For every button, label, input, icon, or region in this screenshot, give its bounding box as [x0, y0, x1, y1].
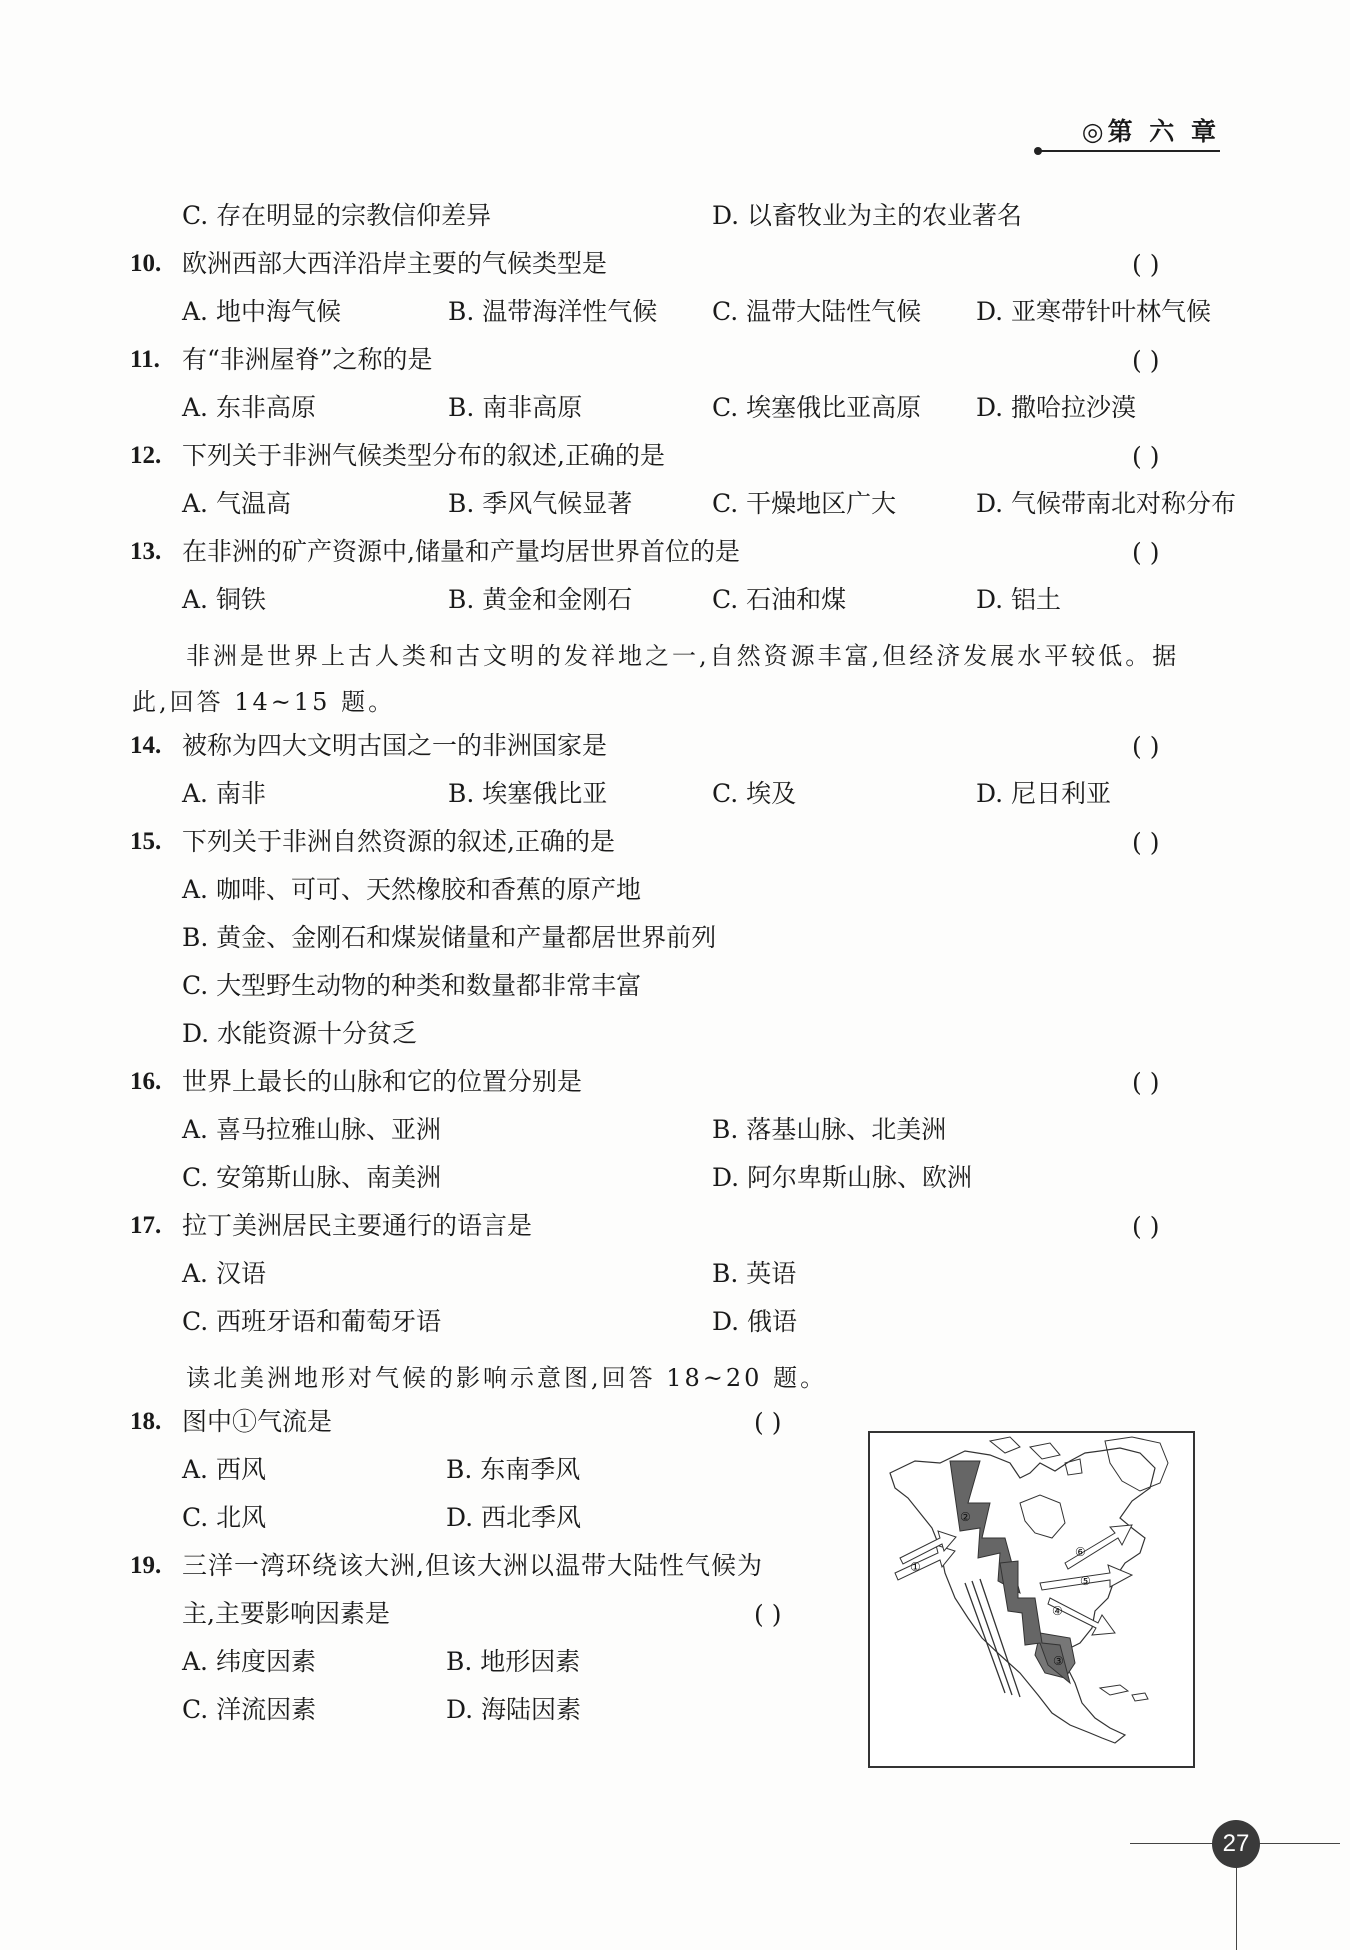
q15-answer-blank[interactable]: ( ) — [1132, 828, 1160, 857]
q15-option-d: D. 水能资源十分贫乏 — [182, 1019, 418, 1048]
q19-stem-line1: 三洋一湾环绕该大洲,但该大洲以温带大陆性气候为 — [182, 1551, 763, 1580]
q17-option-d: D. 俄语 — [712, 1307, 798, 1336]
q18-option-d: D. 西北季风 — [446, 1503, 582, 1532]
q12-option-b: B. 季风气候显著 — [448, 489, 633, 518]
q16-option-c: C. 安第斯山脉、南美洲 — [182, 1163, 442, 1192]
q15-option-b: B. 黄金、金刚石和煤炭储量和产量都居世界前列 — [182, 923, 717, 952]
q14-option-c: C. 埃及 — [712, 779, 797, 808]
q14-option-b: B. 埃塞俄比亚 — [448, 779, 608, 808]
q15-option-a: A. 咖啡、可可、天然橡胶和香蕉的原产地 — [182, 875, 641, 904]
q11-answer-blank[interactable]: ( ) — [1132, 346, 1160, 375]
q9-option-d: D. 以畜牧业为主的农业著名 — [712, 201, 1023, 230]
q12-number: 12. — [130, 442, 162, 469]
q12-option-a: A. 气温高 — [182, 489, 291, 518]
q13-option-a: A. 铜铁 — [182, 585, 266, 614]
q19-option-a: A. 纬度因素 — [182, 1647, 316, 1676]
q12-option-d: D. 气候带南北对称分布 — [976, 489, 1237, 518]
intro-africa-line2: 此,回答 14~15 题。 — [132, 688, 396, 716]
q10-answer-blank[interactable]: ( ) — [1132, 250, 1160, 279]
q16-stem: 世界上最长的山脉和它的位置分别是 — [182, 1067, 583, 1096]
q14-number: 14. — [130, 732, 162, 759]
q12-answer-blank[interactable]: ( ) — [1132, 442, 1160, 471]
header-rule — [1040, 150, 1220, 152]
q19-option-d: D. 海陆因素 — [446, 1695, 582, 1724]
q11-option-b: B. 南非高原 — [448, 393, 583, 422]
q14-stem: 被称为四大文明古国之一的非洲国家是 — [182, 731, 608, 760]
q11-option-c: C. 埃塞俄比亚高原 — [712, 393, 922, 422]
greenland — [1105, 1437, 1168, 1491]
q19-option-b: B. 地形因素 — [446, 1647, 581, 1676]
chapter-title: ◎第 六 章 — [1081, 117, 1220, 146]
q17-option-a: A. 汉语 — [182, 1259, 266, 1288]
q17-option-c: C. 西班牙语和葡萄牙语 — [182, 1307, 442, 1336]
q18-answer-blank[interactable]: ( ) — [754, 1408, 782, 1437]
map-label-4: ④ — [1052, 1604, 1063, 1618]
map-label-2: ② — [960, 1510, 971, 1524]
q11-option-a: A. 东非高原 — [182, 393, 316, 422]
q15-stem: 下列关于非洲自然资源的叙述,正确的是 — [182, 827, 615, 856]
map-label-6: ⑥ — [1075, 1545, 1086, 1559]
q14-answer-blank[interactable]: ( ) — [1132, 732, 1160, 761]
q11-number: 11. — [130, 346, 160, 373]
q16-option-d: D. 阿尔卑斯山脉、欧洲 — [712, 1163, 973, 1192]
q12-stem: 下列关于非洲气候类型分布的叙述,正确的是 — [182, 441, 665, 470]
q13-option-c: C. 石油和煤 — [712, 585, 847, 614]
intro-africa-line1: 非洲是世界上古人类和古文明的发祥地之一,自然资源丰富,但经济发展水平较低。据 — [186, 642, 1180, 670]
footer-vertical-rule — [1236, 1862, 1237, 1950]
q12-option-c: C. 干燥地区广大 — [712, 489, 897, 518]
q19-answer-blank[interactable]: ( ) — [754, 1600, 782, 1629]
q19-number: 19. — [130, 1552, 162, 1579]
q10-option-a: A. 地中海气候 — [182, 297, 341, 326]
q10-option-d: D. 亚寒带针叶林气候 — [976, 297, 1212, 326]
caribbean — [1100, 1685, 1148, 1701]
q16-option-a: A. 喜马拉雅山脉、亚洲 — [182, 1115, 441, 1144]
north-america-climate-map — [868, 1431, 1195, 1768]
q17-option-b: B. 英语 — [712, 1259, 797, 1288]
q13-option-d: D. 铝土 — [976, 585, 1062, 614]
intro-north-america: 读北美洲地形对气候的影响示意图,回答 18~20 题。 — [186, 1364, 828, 1392]
q10-number: 10. — [130, 250, 162, 277]
hudson-bay — [1020, 1495, 1065, 1538]
q11-option-d: D. 撒哈拉沙漠 — [976, 393, 1137, 422]
q15-number: 15. — [130, 828, 162, 855]
q17-number: 17. — [130, 1212, 162, 1239]
q18-option-b: B. 东南季风 — [446, 1455, 581, 1484]
q17-answer-blank[interactable]: ( ) — [1132, 1212, 1160, 1241]
map-label-3: ③ — [1053, 1654, 1064, 1668]
q16-answer-blank[interactable]: ( ) — [1132, 1068, 1160, 1097]
q19-stem-line2: 主,主要影响因素是 — [182, 1599, 390, 1628]
arctic-islands — [990, 1437, 1082, 1475]
q17-stem: 拉丁美洲居民主要通行的语言是 — [182, 1211, 533, 1240]
map-drawing — [870, 1433, 1193, 1766]
q15-option-c: C. 大型野生动物的种类和数量都非常丰富 — [182, 971, 642, 1000]
q16-number: 16. — [130, 1068, 162, 1095]
q18-option-c: C. 北风 — [182, 1503, 267, 1532]
q10-option-c: C. 温带大陆性气候 — [712, 297, 922, 326]
q10-option-b: B. 温带海洋性气候 — [448, 297, 658, 326]
q13-stem: 在非洲的矿产资源中,储量和产量均居世界首位的是 — [182, 537, 740, 566]
q18-number: 18. — [130, 1408, 162, 1435]
q13-answer-blank[interactable]: ( ) — [1132, 538, 1160, 567]
q9-option-c: C. 存在明显的宗教信仰差异 — [182, 201, 492, 230]
q10-stem: 欧洲西部大西洋沿岸主要的气候类型是 — [182, 249, 608, 278]
q14-option-a: A. 南非 — [182, 779, 266, 808]
map-label-5: ⑤ — [1080, 1574, 1091, 1588]
q16-option-b: B. 落基山脉、北美洲 — [712, 1115, 947, 1144]
q18-option-a: A. 西风 — [182, 1455, 266, 1484]
continent-outline — [890, 1448, 1155, 1743]
q13-number: 13. — [130, 538, 162, 565]
map-label-1: ① — [910, 1560, 921, 1574]
q18-stem: 图中①气流是 — [182, 1407, 333, 1436]
q19-option-c: C. 洋流因素 — [182, 1695, 317, 1724]
q11-stem: 有“非洲屋脊”之称的是 — [182, 345, 433, 374]
page-number: 27 — [1212, 1820, 1260, 1868]
q13-option-b: B. 黄金和金刚石 — [448, 585, 633, 614]
q14-option-d: D. 尼日利亚 — [976, 779, 1112, 808]
chapter-header — [1040, 112, 1220, 152]
